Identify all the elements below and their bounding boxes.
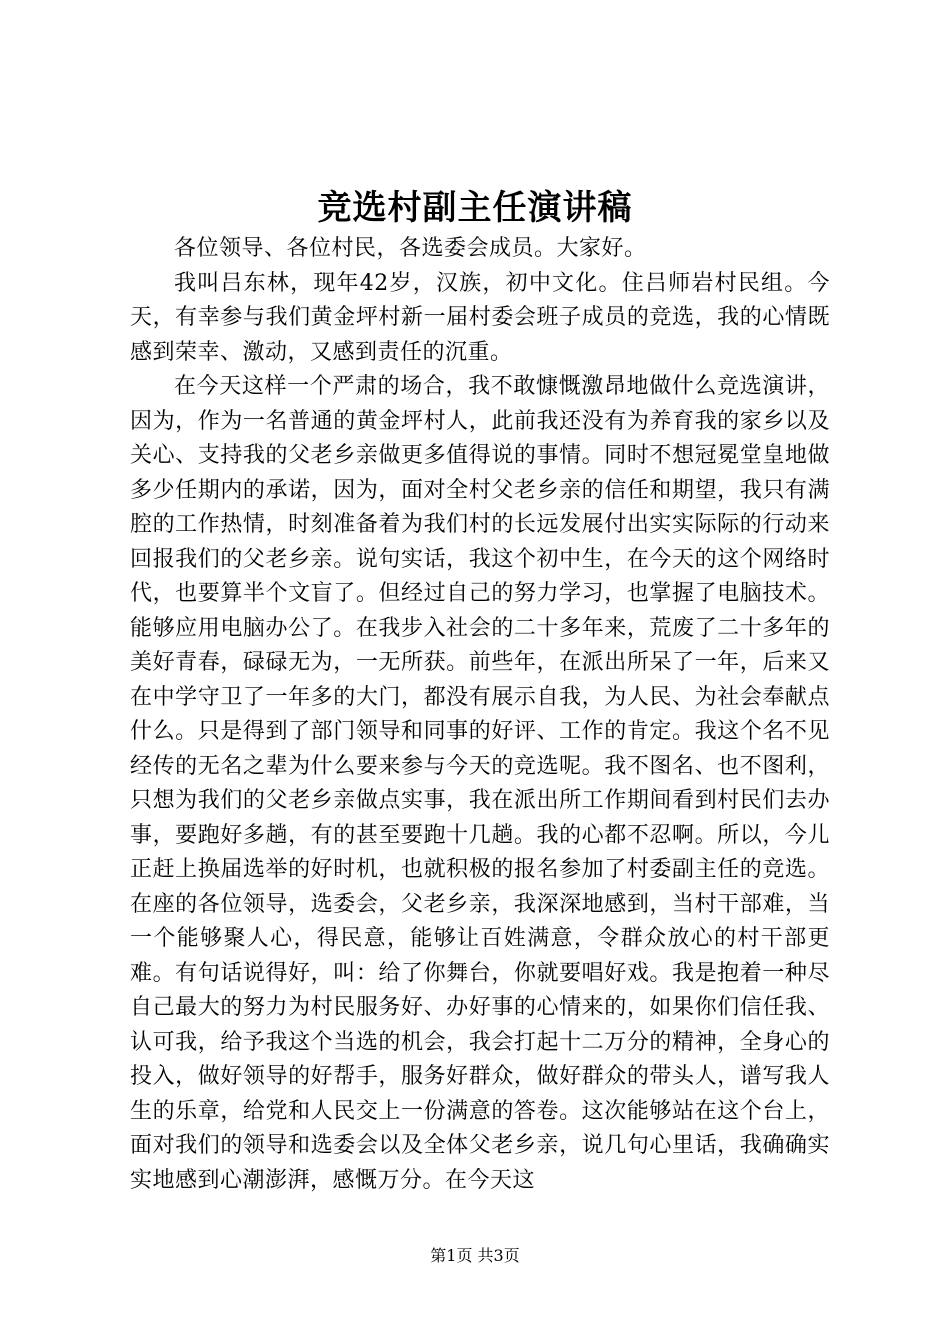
paragraph-greeting: 各位领导、各位村民，各选委会成员。大家好。 xyxy=(174,236,647,261)
page-number-footer: 第1页 共3页 xyxy=(430,1246,520,1265)
document-title: 竞选村副主任演讲稿 xyxy=(317,188,633,228)
document-body xyxy=(130,232,830,1198)
paragraph-introduction: 我叫吕东林，现年42岁，汉族，初中文化。住吕师岩村民组。今天，有幸参与我们黄金坪村新一届村委会班子成员的竞选，我的心情既感到荣幸、激动，又感到责任的沉重。 xyxy=(130,270,830,365)
paragraph-speech-body: 在今天这样一个严肃的场合，我不敢慷慨激昂地做什么竞选演讲，因为，作为一名普通的黄金坪村人，此前我还没有为养育我的家乡以及关心、支持我的父老乡亲做更多值得说的事情。同时不想冠冕堂皇地做多少任期内的承诺，因为，面对全村父老乡亲的信任和期望，我只有满腔的工作热情，时刻准备着为我们村的长远发展付出实实际际的行动来回报我们的父老乡亲。说句实话，我这个初中生，在今天的这个网络时代，也要算半个文盲了。但经过自己的努力学习，也掌握了电脑技术。能够应用电脑办公了。在我步入社会的二十多年来，荒废了二十多年的美好青春，碌碌无为，一无所获。前些年，在派出所呆了一年，后来又在中学守卫了一年多的大门，都没有展示自我，为人民、为社会奉献点什么。只是得到了部门领导和同事的好评、工作的肯定。我这个名不见经传的无名之辈为什么要来参与今天的竞选呢。我不图名、也不图利，只想为我们的父老乡亲做点实事，我在派出所工作期间看到村民们去办事，要跑好多趟，有的甚至要跑十几趟。我的心都不忍啊。所以，今儿正赶上换届选举的好时机，也就积极的报名参加了村委副主任的竞选。在座的各位领导，选委会，父老乡亲，我深深地感到，当村干部难，当一个能够聚人心，得民意，能够让百姓满意，令群众放心的村干部更难。有句话说得好，叫：给了你舞台，你就要唱好戏。我是抱着一种尽自己最大的努力为村民服务好、办好事的心情来的，如果你们信任我、认可我，给予我这个当选的机会，我会打起十二万分的精神，全身心的投入，做好领导的好帮手，服务好群众，做好群众的带头人，谱写我人生的乐章，给党和人民交上一份满意的答卷。这次能够站在这个台上，面对我们的领导和选委会以及全体父老乡亲，说几句心里话，我确确实实地感到心潮澎湃，感慨万分。在今天这 xyxy=(130,374,830,1193)
